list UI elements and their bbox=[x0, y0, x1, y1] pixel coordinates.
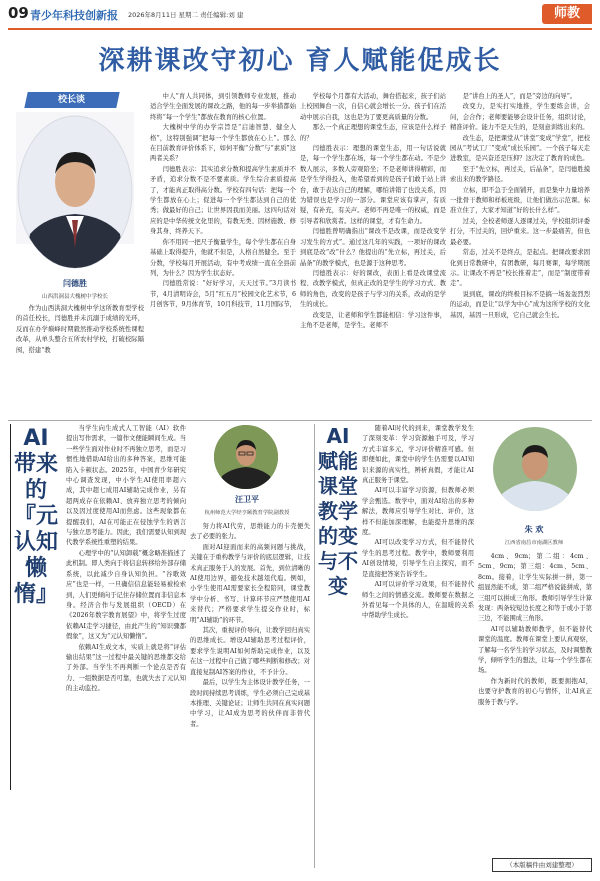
expert2-photo bbox=[490, 424, 580, 514]
article-column-2 bbox=[150, 92, 296, 416]
section-tag: 师教 bbox=[542, 4, 592, 24]
paragraph: 随着AI时代的到来，课堂教学发生了深刻变革：学习资源触手可及，学习方式丰富多元，学习评价精准可感。但即便如此，课堂中的学生仍需要以AI知识来源的真实性，辨析真假，才能让AI真正服务于课堂。 bbox=[362, 425, 474, 485]
paragraph: 你不用同一把尺子衡量学生，每个学生都在自身基础上取得提升，他就不但是，人格自然健全。至于分数，学校每月开展活动，有中考成绩一直在全县前列，为什么？因为学生状态好。 bbox=[150, 238, 296, 277]
paragraph: AI可以丰富学习资源，但教师必须学会甄选。数学中，面对AI给出的多种解法，教师应引导学生对比、评价，这样不但能加深理解，也能提升思维的深度。 bbox=[362, 487, 474, 537]
expert2-name: 朱 欢 bbox=[524, 525, 544, 534]
article-column-3 bbox=[300, 92, 446, 416]
paragraph: 过关，全校老师逐人逐课过关，学校组织评委打分，不过关的，回炉重来。这一步最痛苦，但也最必要。 bbox=[450, 217, 590, 246]
principal-title: 山西洪洞县大槐树中学校长 bbox=[41, 294, 108, 300]
paragraph: 立标，即不急于全面铺开，而是集中力量培养一批骨干教师和样板班级，让他们做出示范课。标准立住了，大家才知道“好的长什么样”。 bbox=[450, 186, 590, 215]
page-headline: 深耕课改守初心 育人赋能促成长 bbox=[98, 46, 502, 76]
expert1-name: 汪卫平 bbox=[235, 495, 259, 504]
paragraph: 学校每个月都有大活动，舞台搭起来，孩子们站上校园舞台一次，自信心就会增长一分。孩子们在活动中展示自我，这也是为了要更高质量的分数。 bbox=[300, 93, 446, 121]
portrait-image bbox=[490, 424, 580, 514]
paragraph: 是“讲台上的圣人”，而是“旁边的向导”。 bbox=[462, 93, 577, 100]
principal-photo bbox=[16, 112, 134, 244]
masthead-rule bbox=[8, 28, 592, 30]
portrait-image bbox=[194, 424, 298, 490]
principal-intro bbox=[16, 304, 144, 412]
paragraph: 其次，重视评价导向，让教学回归真实的思维成长。增设AI辅助思考过程评价，要求学生说明AI如何帮助完成作业，以及在这一过程中自己做了哪些判断和修改；对直接复制AI答案的作业，不予计分。 bbox=[190, 627, 310, 676]
paragraph: AI可以辅助教师教学，但不能替代课堂的温度。教师在课堂上要认真观察，了解每一名学生的学习状态，及时调整教学，倾听学生的想法，让每一个学生都在场。 bbox=[478, 625, 592, 675]
paragraph: 作为山西洪洞大槐树中学这所教育型学校的首任校长，闫德胜并未沉溺于成绩的光环，反而在办学巅峰时期毅然推动学校系统性课程改革，从单头整合五所农村学校，打破校际隔阂，搭建“教 bbox=[16, 305, 144, 354]
editor-note: （本版稿件由刘建整理） bbox=[492, 858, 592, 872]
expert1-photo bbox=[194, 424, 298, 490]
paragraph: AI可以改变学习方式，但不能替代学生的思考过程。教学中，教师要利用AI创设情境，引导学生自主探究，而不是直接把答案告诉学生。 bbox=[362, 539, 474, 578]
column-tag bbox=[24, 92, 119, 108]
paragraph: 最后，以学生为主体设计教学任务，一段时间持续思考训练，学生必须自己完成基本推理、关键论证；让师生共同在真实问题中学习，让AI成为思考的伙伴而非替代者。 bbox=[190, 679, 310, 728]
expert1-column-2 bbox=[190, 522, 310, 868]
paragraph: 说到底，课改的终极目标不是搞一场轰轰烈烈的运动，而是让“以学为中心”成为这所学校的文化基因，基因一旦形成，它自己就会生长。 bbox=[450, 290, 590, 319]
expert2-title: 江西省南昌市南湖区教师 bbox=[504, 540, 564, 546]
paragraph: 至于“先立标，再过关，后晶条”，是闫德胜摸索出来的教学路径。 bbox=[450, 165, 590, 184]
paragraph: 改变是，让老师和学生都能相信：学习这件事，主角不是老师，是学生。老师不 bbox=[300, 311, 446, 329]
paragraph: 那么一个真正理想的课堂生态，应该是什么样子的？ bbox=[300, 124, 446, 142]
paragraph: 当学生向生成式人工智能（AI）软件提出写作需求，一篇作文便能瞬间生成。当一些学生面对作业时不再独立思考，而是习惯性地借助AI给出的多种答案，思维可能陷入卡顿状态。2025年，中国青少年研究中心调查发现，中小学生AI使用率超六成，其中超七成用AI辅助完成作业，另有超两成存在依赖AI、放弃独立思考的倾向以及因过度使用AI而焦虑。这些现象都在提醒我们，AI在可能正在侵蚀学生的语言与独立思考能力。因此，我们需要认知到现代教学系统性重塑的结果。 bbox=[66, 425, 186, 547]
expert1-column-1 bbox=[66, 424, 186, 868]
expert2-column-2 bbox=[478, 552, 592, 854]
section-divider bbox=[8, 420, 592, 421]
portrait-image bbox=[16, 112, 134, 272]
paragraph: AI可以评价学习效果，但不能替代师生之间的情感交流。教师要在数据之外看见每一个具体的人，在温暖的关系中帮助学生成长。 bbox=[362, 581, 474, 620]
paragraph: 4cm、9cm；第二组：4cm、5cm、9cm；第三组：4cm、5cm、8cm。接着，让学生实际拼一拼，第一组显然能不成，第二组严格说能拼成，第三组可以拼成三角形。教师引导学生计算发现：两条较短边长度之和等于或小于第三边，不能围成三角形。 bbox=[478, 553, 592, 623]
masthead bbox=[8, 4, 592, 26]
column-rule bbox=[314, 424, 315, 868]
paragraph: 心理学中的“认知卸载”概念略准描述了此机制。即人类向于将信息转移给外部存储系统，以此减少自身认知负担。“谷歌效应”也是一样，一旦确信信息能轻易被检索到，人们更倾向于记住存储位置而非信息本身。经济合作与发展组织（OECD）在《2026年数字教育展望》中，将学生过度依赖AI走学习捷径，由此产生的“知识骤都假象”，这又为“元认知懒惰”。 bbox=[66, 549, 186, 641]
paragraph: 闫德胜表示：理想的课堂生态，用一句话说就是，每一个学生都在场，每一个学生都在动。不是少数人展示，多数人旁观陪坐；不是老师讲得精彩，而是学生学得投入，他希望看到的是孩子们敢于站上讲台，敢于表达自己的理解，哪怕讲错了也没关系，因为错误也是学习的一部分。课堂应该有掌声，有质疑，有补充，有关声。老师不再是唯一的权威，而是引导者和欣赏者。这样的课堂，才有生命力。 bbox=[300, 145, 446, 225]
paragraph: 依赖AI生成文本，实质上就是将“评估输出结果”这一过程中最关键的思维都交给了外部。当学生不再判断一个论点是否有力、一组数据是否可靠，也就失去了元认知的主动监控。 bbox=[66, 643, 186, 693]
paragraph: 大槐树中学的办学宗旨是“启迪智慧、健全人格”，这特别强调“把每一个学生都放在心上”。那么在目前教育评价体系下，如何平衡“分数”与“素质”这两者关系？ bbox=[150, 124, 296, 163]
paragraph: 闫德胜曾明确指出“课改不是改课，而是改变学习发生的方式”。通过这几年的实践，一项好的课改到底是改“改”什么？他提出的“先立标，再过关，后晶条”的教学模式，也是源于这种思考。 bbox=[300, 228, 446, 267]
article-column-4 bbox=[450, 92, 590, 416]
expert2-headline: AI赋能课堂教学的变与不变 bbox=[318, 424, 358, 598]
paragraph: 闫德胜常说：“好好学习，天天过节。”3月读书节，4月清明诗会，5月“红五月”校园文化艺术节，6月创客节，9月体育节，10月科技节，11月国际节， bbox=[150, 280, 296, 309]
paragraph: 努力将AI代劳，思维能力的卡壳便失去了必要的张力。 bbox=[190, 523, 310, 541]
paragraph: 常态，过关不是终点，是起点。把课改要求固化到日常教研中，有团教研，每月赛课，每学期展示。让课改不再是“校长推着走”，而是“制度带着走”。 bbox=[450, 249, 590, 288]
column-tag-label: 校长谈 bbox=[58, 95, 86, 105]
paragraph: 面对AI迎面而来的高频问题与挑战，关键在于重构教学与评价的底层逻辑，让技术真正服务于人的发展。首先，到位清晰的AI使用边界，避免技术越俎代庖。例如，小学生使用AI需要家长全程陪同，课堂教学中分析、书写、计算环节应严禁使用AI来替代；严格要求学生提交作业时，标明“AI辅助”的环节。 bbox=[190, 543, 310, 624]
paragraph: 作为新时代的教师，既要拥抱AI，也要守护教育的初心与情怀，让AI真正服务于教与学。 bbox=[478, 677, 592, 706]
paper-name: 青少年科技创新报 bbox=[30, 9, 118, 22]
paragraph: 改生态，是把课堂从“讲堂”变成“学堂”，把校园从“考试工厂”变成“成长乐园”。一个孩子每天走进教室，是兴奋还是压抑？这决定了教育的成色。 bbox=[450, 134, 590, 163]
expert1-headline: AI带来的『元认知懒惰』 bbox=[14, 426, 59, 607]
issue-info: 2026年8月11日 星期二 责任编辑:刘 建 bbox=[128, 11, 244, 19]
principal-name: 闫德胜 bbox=[63, 279, 87, 288]
page-number: 09 bbox=[8, 4, 29, 22]
expert1-title: 杭州师范大学经亨颐教育学院副教授 bbox=[204, 510, 290, 516]
expert2-column-1 bbox=[362, 424, 474, 868]
paragraph: 改变力，是实打实地推，学生要练会讲，会问，会合作；老师要能够会设计任务，组织讨论，精准评价。能力不是天生的，是刻意训练出来的。 bbox=[450, 103, 590, 132]
paragraph: 闫德胜表示：其实追求分数和提高学生素质并不矛盾，追求分数不是不要素质。学生综合素质提高了，才能真正取得高分数。学校有四句话：把每一个学生都放在心上；促进每一个学生都达到自己的优秀；做最好的自己；让世界因我而美丽。这四句话对应的是中华传统文化里的，有教无类、因材施教、修身其身、终养天下。 bbox=[150, 165, 296, 236]
paragraph: 闫德胜表示：好的课改，表面上看是改课堂流程、改教学模式，但真正改的是学生的学习方式、教师的角色，改变的是孩子与学习的关系，改动的是学生的成长。 bbox=[300, 269, 446, 309]
paragraph: 中人”育人共同体，到引领教师专业发展，推动适合学生全面发展的课改之路，他的每一步举措都始终将“每一个学生”都放在教育的核心位置。 bbox=[150, 93, 296, 121]
